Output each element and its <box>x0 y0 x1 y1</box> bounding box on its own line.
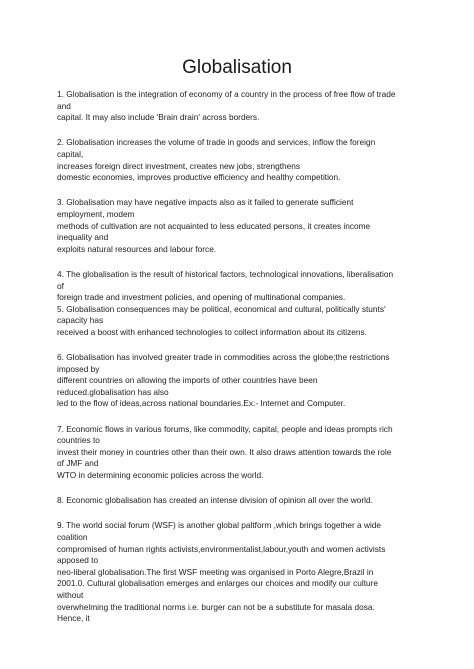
text-line: coalition <box>57 531 88 542</box>
text-line: 1. Globalisation is the integration of economy of a country in the process of free flow of trade <box>57 89 396 99</box>
text-line: 4. The globalisation is the result of historical factors, technological innovations, liberalisation <box>57 268 394 279</box>
text-line: increases foreign direct investment, creates new jobs, strengthens <box>57 160 301 171</box>
text-line: capacity has <box>57 315 104 326</box>
text-line: inequality and <box>57 232 109 243</box>
text-line: 9. The world social forum (WSF) is another global paltform ,which brings together a wide <box>57 520 382 531</box>
text-line: WTO in determining economic policies across the world. <box>57 470 264 480</box>
text-line: neo-liberal globalisation.The first WSF meeting was organised in Porto Alegre,Brazil in <box>57 566 374 577</box>
paragraph-7 <box>57 495 397 507</box>
text-line: received a boost with enhanced technologies to collect information about its citizens. <box>57 326 367 337</box>
text-line: without <box>57 589 84 600</box>
paragraph-4 <box>57 269 397 339</box>
page-title: Globalisation <box>182 57 292 78</box>
text-line: methods of cultivation are not acquainted to less educated persons, it creates income <box>57 220 371 231</box>
paragraph-6 <box>57 424 397 482</box>
text-line: 6. Globalisation has involved greater trade in commodities across the globe;the restrictions <box>57 352 390 363</box>
text-line: 2001.0. Cultural globalisation emerges and enlarges our choices and modify our culture <box>57 578 379 589</box>
text-line: employment, modem <box>57 208 135 219</box>
text-line: capital, <box>57 148 84 159</box>
text-line: led to the flow of ideas,across national boundaries.Ex:- Internet and Computer. <box>57 398 346 409</box>
text-line: countries to <box>57 435 100 446</box>
text-line: reduced.globalisation has also <box>57 386 169 397</box>
text-line: foreign trade and investment policies, and opening of multinational companies. <box>57 292 346 303</box>
text-line: exploits natural resources and labour force. <box>57 243 217 254</box>
text-line: and <box>57 100 71 111</box>
text-line: 2. Globalisation increases the volume of trade in goods and services, inflow the foreign <box>57 137 376 148</box>
text-line: different countries on allowing the imports of other countries have been <box>57 375 318 386</box>
text-line: of JMF and <box>57 458 99 469</box>
text-line: of <box>57 280 64 291</box>
text-line: Hence, it <box>57 613 90 624</box>
text-line: compromised of human rights activists,environmentalist,labour,youth and women activists <box>57 543 386 554</box>
paragraph-1 <box>57 89 397 124</box>
text-line: apposed to <box>57 555 99 566</box>
text-line: domestic economies, improves productive efficiency and healthy competition. <box>57 172 341 183</box>
paragraph-5 <box>57 352 397 410</box>
paragraph-8 <box>57 520 397 624</box>
text-line: 8. Economic globalisation has created an intense division of opinion all over the world. <box>57 495 373 506</box>
text-line: imposed by <box>57 363 100 374</box>
text-line: 7. Economic flows in various forums, like commodity, capital, people and ideas prompts rich <box>57 423 393 434</box>
paragraph-2 <box>57 137 397 183</box>
text-line: capital. It may also include 'Brain drain' across borders. <box>57 112 260 123</box>
text-line: invest their money in countries other than their own. It also draws attention towards the role <box>57 446 392 457</box>
text-line: 3. Globalisation may have negative impacts also as it failed to generate sufficient <box>57 197 354 208</box>
paragraph-3 <box>57 197 397 255</box>
document-body <box>57 89 397 638</box>
text-line: overwhelming the traditional norms i.e. burger can not be a substitute for masala dosa. <box>57 601 375 612</box>
text-line: 5. Globalisation consequences may be political, economical and cultural, politically stunts' <box>57 303 386 314</box>
